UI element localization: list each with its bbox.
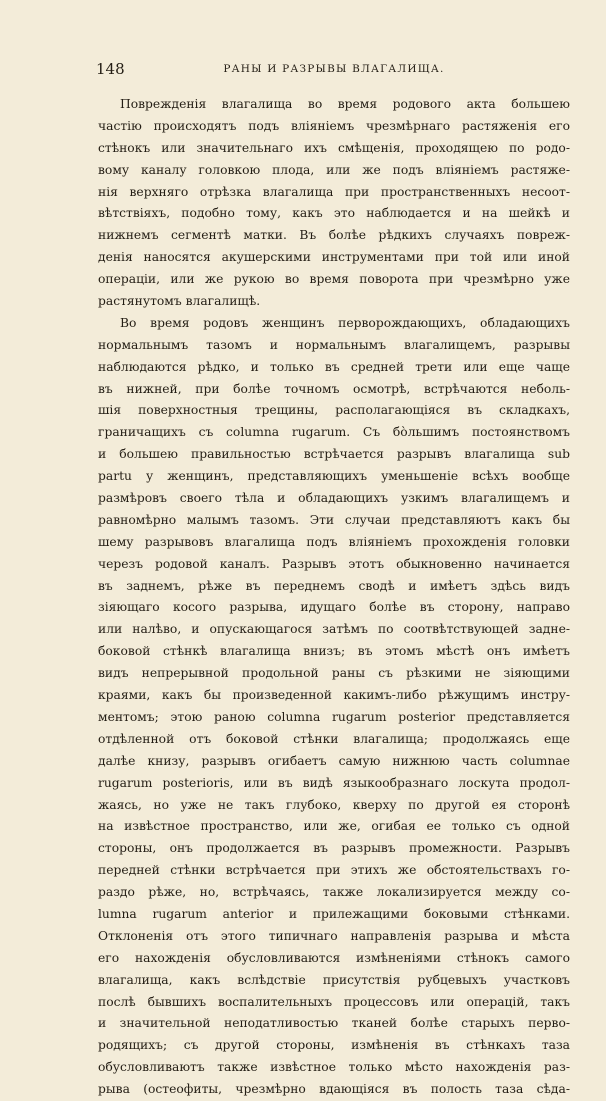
text-line: денія наносятся акушерскими инструментами при той или иной — [98, 250, 570, 265]
text-line: частію происходятъ подъ вліяніемъ чрезмѣрнаго растяженія его — [98, 118, 570, 133]
text-line: жаясь, но уже не такъ глубоко, кверху по другой ея сторонѣ — [98, 797, 570, 812]
text-line: и значительной неподатливостью тканей болѣе старыхъ перво- — [98, 1016, 570, 1031]
text-line: стѣнокъ или значительнаго ихъ смѣщенія, проходящею по родо- — [98, 140, 570, 155]
text-line: растянутомъ влагалищѣ. — [98, 294, 261, 309]
text-line: вому каналу головкою плода, или же подъ вліяніемъ растяже- — [98, 162, 570, 177]
text-line: краями, какъ бы произведенной какимъ-либо рѣжущимъ инстру- — [98, 688, 570, 703]
text-line: Поврежденія влагалища во время родового акта большею — [120, 97, 570, 111]
text-line: стороны, онъ продолжается въ разрывъ промежности. Разрывъ — [98, 841, 570, 856]
text-line: ментомъ; этою раною columna rugarum posterior представляется — [98, 709, 570, 724]
text-line: послѣ бывшихъ воспалительныхъ процессовъ или операцій, такъ — [98, 994, 570, 1009]
text-line: раздо рѣже, но, встрѣчаясь, также локализируется между co- — [98, 885, 570, 900]
text-line: въ заднемъ, рѣже въ переднемъ сводѣ и имѣетъ здѣсь видъ — [98, 578, 570, 593]
text-line: въ нижней, при болѣе точномъ осмотрѣ, встрѣчаются неболь- — [98, 381, 570, 396]
text-line: черезъ родовой каналъ. Разрывъ этотъ обыкновенно начинается — [98, 556, 570, 571]
text-line: отдѣленной отъ боковой стѣнки влагалища; продолжаясь еще — [98, 731, 570, 746]
text-line: rugarum posterioris, или въ видѣ языкообразнаго лоскута продол- — [98, 775, 570, 790]
text-line: шему разрывовъ влагалища подъ вліяніемъ прохожденія головки — [98, 534, 570, 549]
text-line: далѣе книзу, разрывъ огибаетъ самую нижнюю часть columnae — [98, 753, 570, 768]
text-line: на извѣстное пространство, или же, огибая ее только съ одной — [98, 819, 570, 834]
text-line: рыва (остеофиты, чрезмѣрно вдающіяся въ полость таза сѣда- — [98, 1082, 570, 1097]
text-line: или налѣво, и опускающагося затѣмъ по соотвѣтствующей задне- — [98, 622, 570, 637]
text-line: наблюдаются рѣдко, и только въ средней трети или еще чаще — [98, 359, 570, 374]
text-line: шія поверхностныя трещины, располагающіяся въ складкахъ, — [98, 403, 570, 418]
text-line: видъ непрерывной продольной раны съ рѣзкими не зіяющими — [98, 666, 570, 681]
text-line: нормальнымъ тазомъ и нормальнымъ влагалищемъ, разрывы — [98, 337, 570, 352]
text-line: вѣтствіяхъ, подобно тому, какъ это наблюдается и на шейкѣ и — [98, 206, 570, 221]
text-line: lumna rugarum anterior и прилежащими боковыми стѣнками. — [98, 906, 570, 921]
text-line: операціи, или же рукою во время поворота при чрезмѣрно уже — [98, 272, 570, 287]
text-line: зіяющаго косого разрыва, идущаго болѣе въ сторону, направо — [98, 600, 570, 615]
page-header — [96, 56, 528, 82]
text-line: равномѣрно малымъ тазомъ. Эти случаи представляютъ какъ бы — [98, 512, 570, 527]
text-line: Отклоненія отъ этого типичнаго направленія разрыва и мѣста — [98, 928, 570, 943]
page-number: 148 — [96, 60, 125, 78]
text-line: влагалища, какъ вслѣдствіе присутствія рубцевыхъ участковъ — [98, 972, 570, 987]
text-line: его нахожденія обусловливаются измѣненіями стѣнокъ самого — [98, 950, 570, 965]
text-line: родящихъ; съ другой стороны, измѣненія въ стѣнкахъ таза — [98, 1038, 570, 1053]
text-line: partu у женщинъ, представляющихъ уменьшеніе всѣхъ вообще — [98, 469, 570, 484]
text-line: боковой стѣнкѣ влагалища внизъ; въ этомъ мѣстѣ онъ имѣетъ — [98, 644, 570, 659]
text-line: размѣровъ своего тѣла и обладающихъ узкимъ влагалищемъ и — [98, 491, 570, 506]
running-title: РАНЫ И РАЗРЫВЫ ВЛАГАЛИЩА. — [223, 63, 445, 75]
text-line: нижнемъ сегментѣ матки. Въ болѣе рѣдкихъ случаяхъ повреж- — [98, 228, 570, 243]
text-line: обусловливаютъ также извѣстное только мѣсто нахожденія раз- — [98, 1060, 570, 1075]
text-line: Во время родовъ женщинъ перворождающихъ, обладающихъ — [120, 315, 570, 330]
text-line: граничащихъ съ columna rugarum. Съ бо̀льшимъ постоянствомъ — [98, 425, 570, 440]
text-line: передней стѣнки встрѣчается при этихъ же обстоятельствахъ го- — [98, 863, 570, 878]
body-text — [98, 94, 570, 1101]
text-line: нія верхняго отрѣзка влагалища при пространственныхъ несоот- — [98, 184, 570, 199]
text-line: и большею правильностью встрѣчается разрывъ влагалища sub — [98, 447, 570, 462]
